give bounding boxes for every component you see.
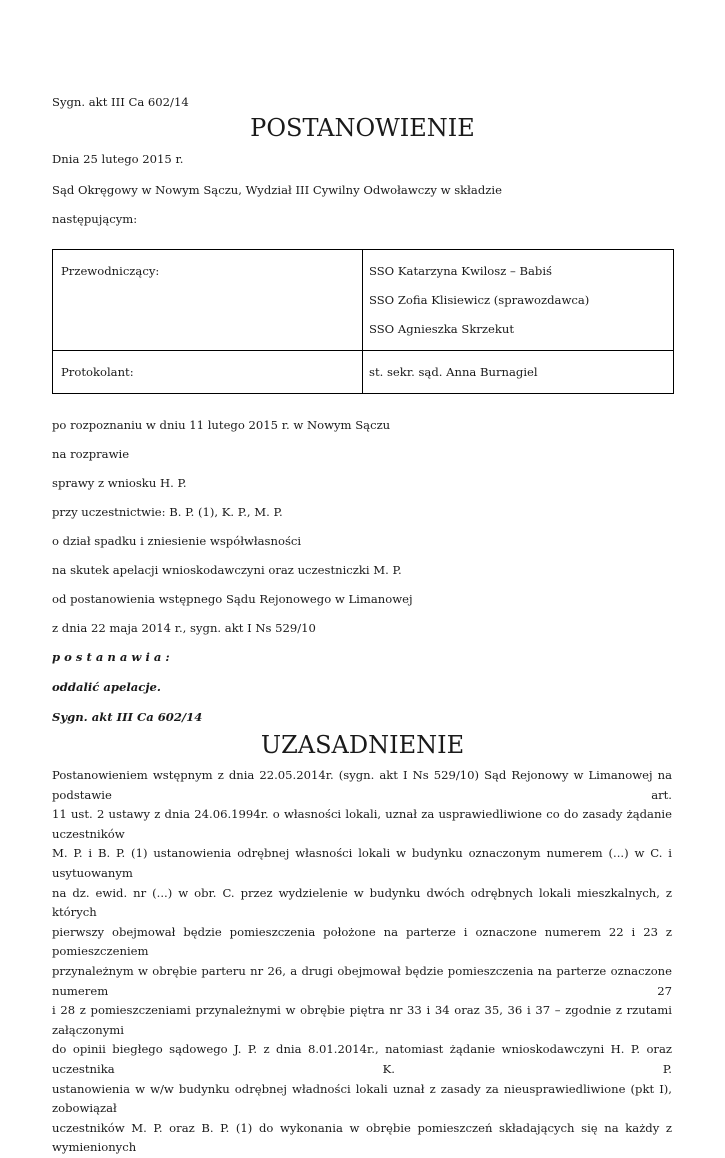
composition-line: następującym: bbox=[52, 212, 138, 226]
reasons-line: pierwszy obejmował będzie pomieszczenia położone na parterze i oznaczone numerem 22 i 23 z pomieszczeniem bbox=[52, 924, 672, 959]
reasons-line: uczestników M. P. oraz B. P. (1) do wykonania w obrębie pomieszczeń składających się na każdy z wymienionych bbox=[52, 1120, 672, 1155]
reasons-title: UZASADNIENIE bbox=[260, 731, 465, 759]
proceedings-line-3: sprawy z wniosku H. P. bbox=[52, 476, 187, 490]
presiding-label: Przewodniczący: bbox=[61, 264, 160, 278]
case-reference: Sygn. akt III Ca 602/14 bbox=[52, 95, 189, 109]
panel-divider-vertical bbox=[362, 250, 363, 393]
proceedings-line-7: od postanowienia wstępnego Sądu Rejonowego w Limanowej bbox=[52, 592, 413, 606]
proceedings-line-2: na rozprawie bbox=[52, 447, 130, 461]
reasons-line: M. P. i B. P. (1) ustanowienia odrębnej własności lokali w budynku oznaczonym numerem (...) w C. i usytuowanym bbox=[52, 846, 672, 880]
reasons-reference: Sygn. akt III Ca 602/14 bbox=[52, 710, 203, 724]
decides-heading: p o s t a n a w i a : bbox=[52, 650, 170, 664]
clerk-label: Protokolant: bbox=[61, 365, 134, 379]
reasons-line: na dz. ewid. nr (...) w obr. C. przez wydzielenie w budynku dwóch odrębnych lokali mieszkalnych, z których bbox=[52, 885, 672, 920]
clerk-name: st. sekr. sąd. Anna Burnagiel bbox=[369, 365, 538, 379]
reasons-line: Postanowieniem wstępnym z dnia 22.05.2014r. (sygn. akt I Ns 529/10) Sąd Rejonowy w Limanowej na podstawie art. bbox=[52, 768, 672, 802]
reasons-line: do opinii biegłego sądowego J. P. z dnia 8.01.2014r., natomiast żądanie wnioskodawczyni H. P. oraz uczestnika K. P. bbox=[52, 1042, 672, 1076]
judge-2: SSO Zofia Klisiewicz (sprawozdawca) bbox=[369, 293, 590, 307]
ruling-text: oddalić apelacje. bbox=[52, 680, 161, 694]
reasons-line: 11 ust. 2 ustawy z dnia 24.06.1994r. o własności lokali, uznał za usprawiedliwione co do zasady żądanie uczestników bbox=[52, 807, 672, 841]
proceedings-line-8: z dnia 22 maja 2014 r., sygn. akt I Ns 529/10 bbox=[52, 621, 316, 635]
reasons-body bbox=[52, 766, 672, 1158]
document-title: POSTANOWIENIE bbox=[250, 114, 475, 142]
proceedings-line-6: na skutek apelacji wnioskodawczyni oraz uczestniczki M. P. bbox=[52, 563, 402, 577]
reasons-line: ustanowienia w w/w budynku odrębnej władności lokali uznał z zasady za nieusprawiedliwione (pkt I), zobowiązał bbox=[52, 1081, 672, 1116]
reasons-line: i 28 z pomieszczeniami przynależnymi w obrębie piętra nr 33 i 34 oraz 35, 36 i 37 – zgodnie z rzutami załączonymi bbox=[52, 1003, 672, 1037]
proceedings-line-1: po rozpoznaniu w dniu 11 lutego 2015 r. w Nowym Sączu bbox=[52, 418, 391, 432]
judge-1: SSO Katarzyna Kwilosz – Babiś bbox=[369, 264, 552, 278]
proceedings-line-4: przy uczestnictwie: B. P. (1), K. P., M. P. bbox=[52, 505, 283, 519]
panel-table bbox=[52, 249, 674, 394]
reasons-line: przynależnym w obrębie parteru nr 26, a drugi obejmował będzie pomieszczenia na parterze oznaczone numerem 27 bbox=[52, 963, 672, 998]
proceedings-line-5: o dział spadku i zniesienie współwłasności bbox=[52, 534, 302, 548]
judge-3: SSO Agnieszka Skrzekut bbox=[369, 322, 515, 336]
court-line: Sąd Okręgowy w Nowym Sączu, Wydział III Cywilny Odwoławczy w składzie bbox=[52, 183, 502, 197]
panel-divider-horizontal bbox=[53, 350, 673, 351]
date-line: Dnia 25 lutego 2015 r. bbox=[52, 152, 184, 166]
